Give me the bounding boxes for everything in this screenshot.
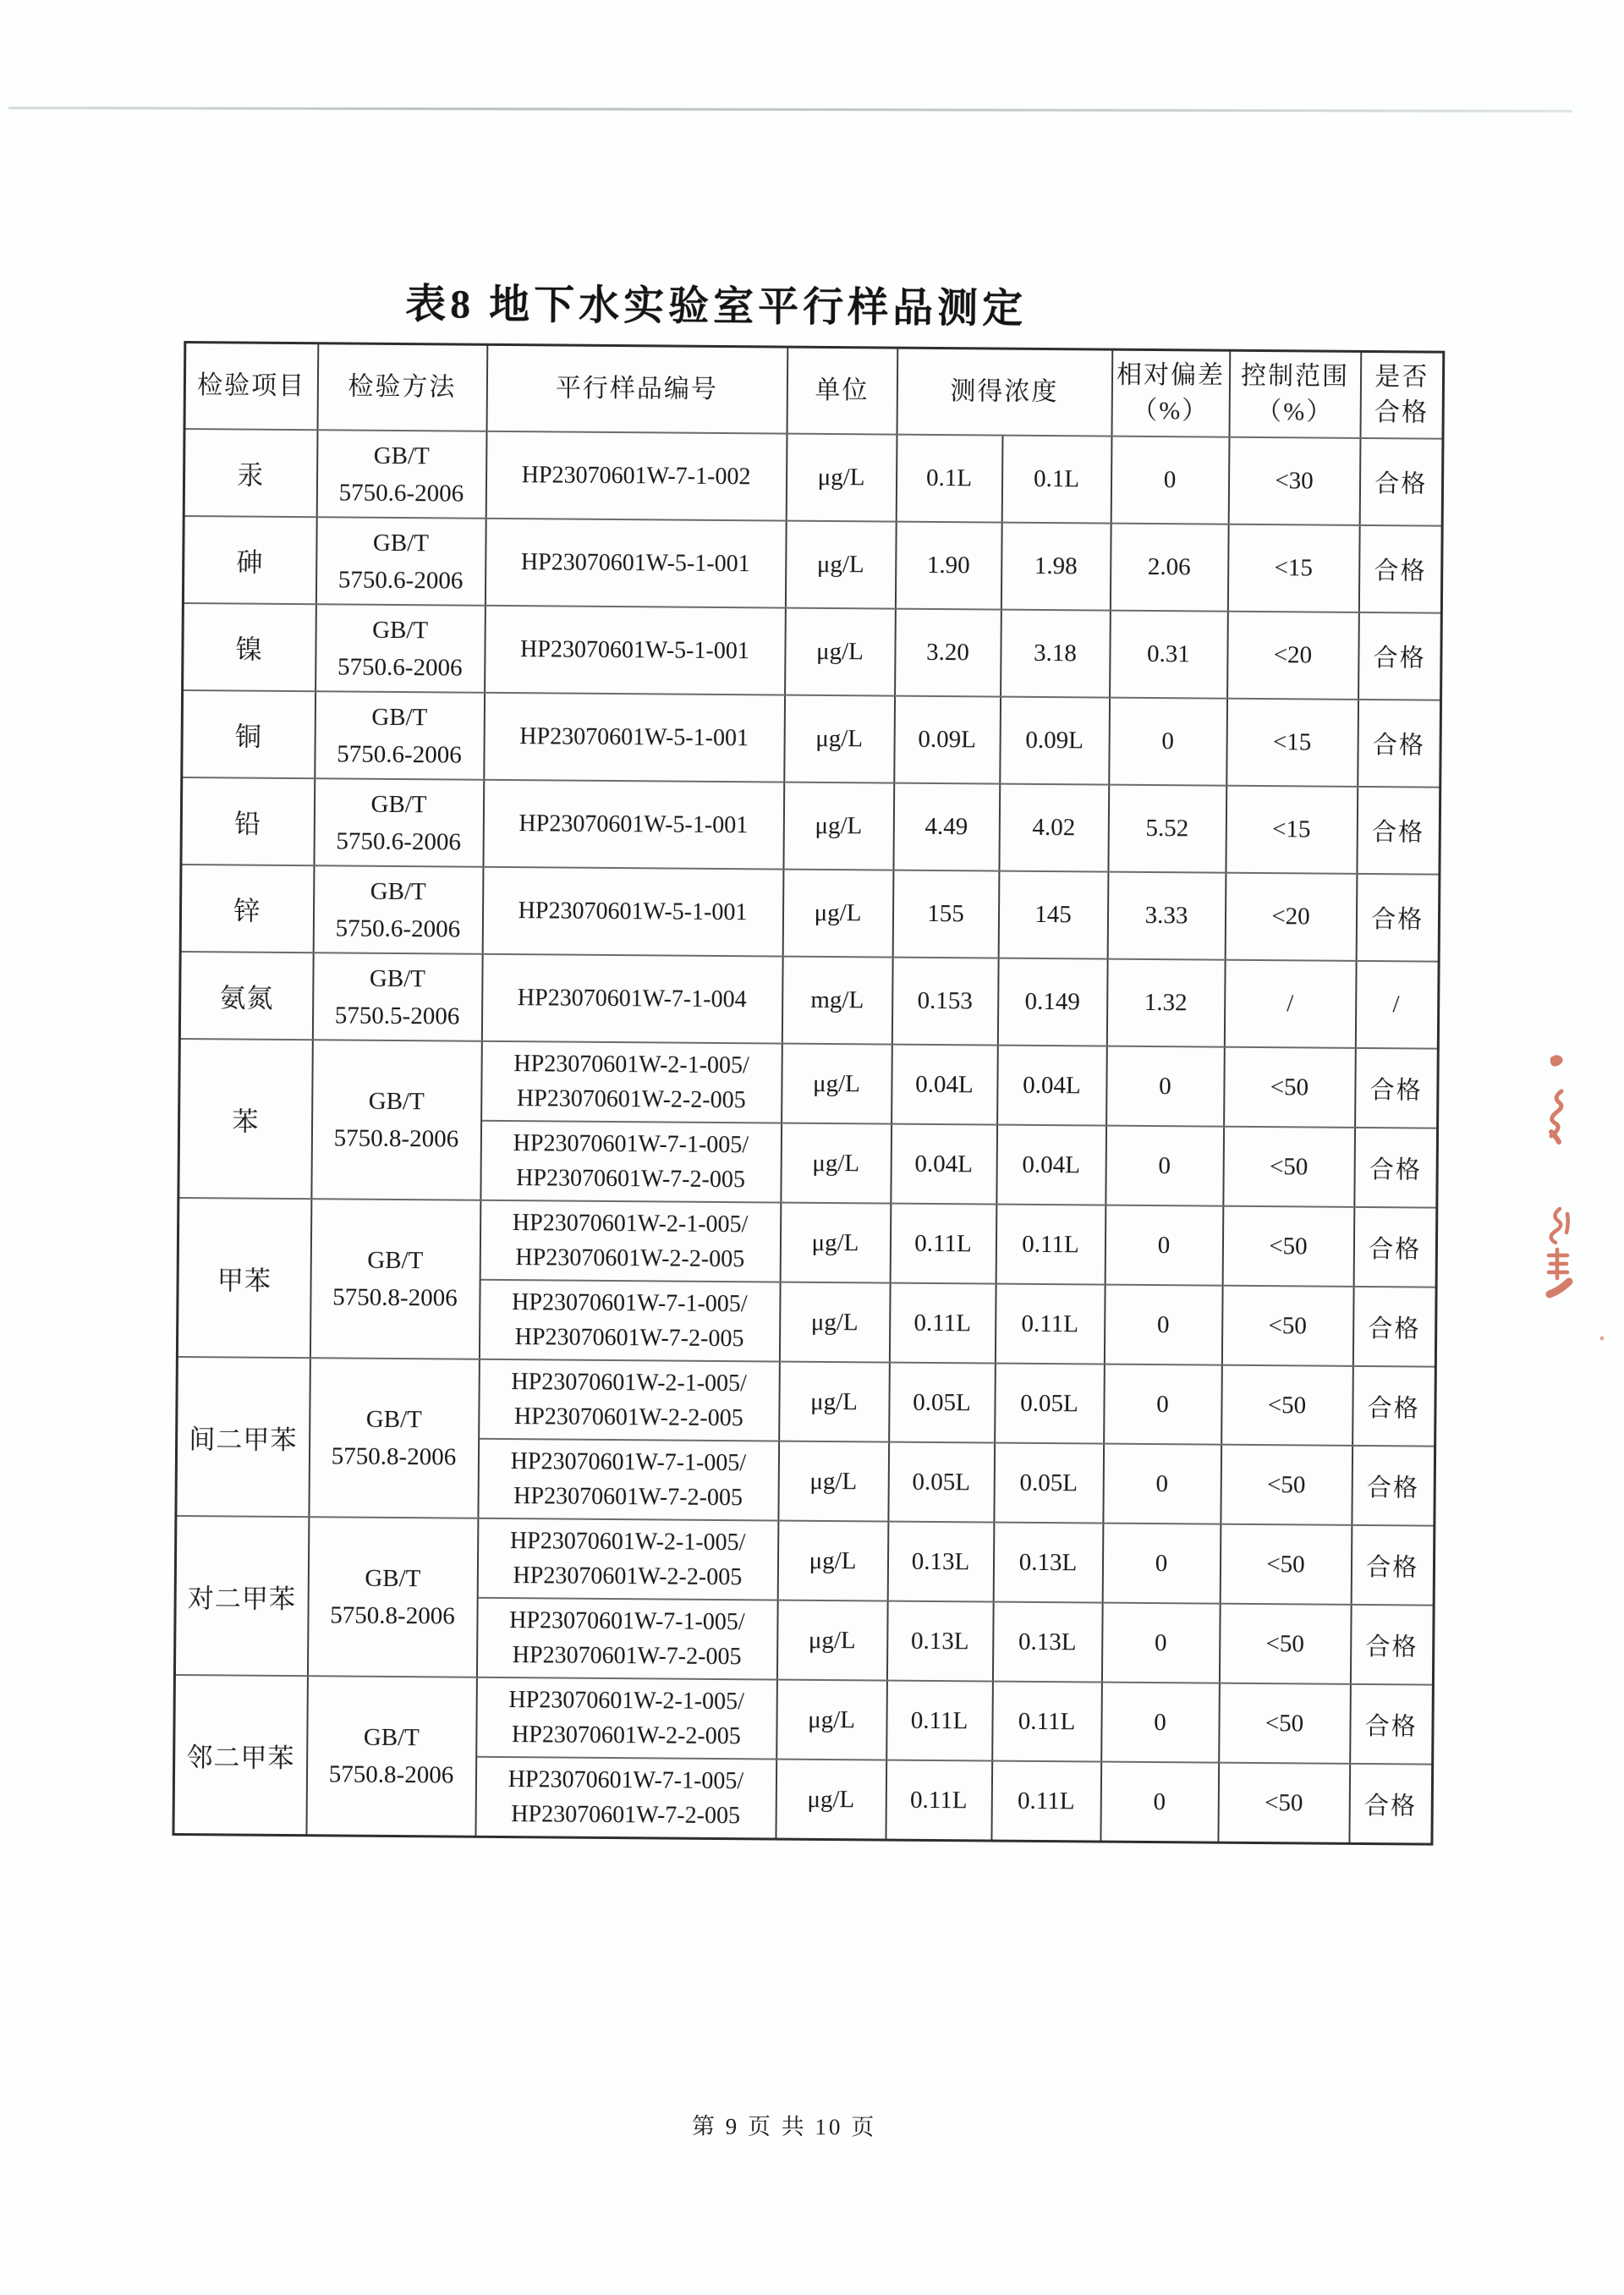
sample-id-line: HP23070601W-5-1-001: [518, 810, 749, 839]
method-line: 5750.5-2006: [334, 1001, 460, 1030]
cell-unit: μg/L: [784, 695, 895, 783]
method-line: GB/T: [367, 1246, 424, 1275]
sample-id-line: HP23070601W-2-1-005/: [509, 1528, 746, 1557]
cell-test-item: 砷: [183, 516, 316, 604]
cell-pass-status: /: [1355, 961, 1439, 1049]
red-handwriting-mark: [1551, 1209, 1568, 1243]
sample-id-line: HP23070601W-2-2-005: [511, 1721, 741, 1750]
cell-test-item: 甲苯: [177, 1198, 310, 1358]
header-relative-deviation-line2: （%）: [1132, 396, 1210, 426]
header-unit: 单位: [787, 347, 897, 435]
cell-relative-deviation: 0: [1109, 698, 1227, 786]
sample-id-line: HP23070601W-5-1-001: [518, 898, 748, 926]
cell-relative-deviation: 0: [1101, 1683, 1220, 1763]
cell-measured-value-1: 0.05L: [889, 1363, 996, 1443]
cell-measured-value-2: 0.13L: [992, 1602, 1102, 1683]
cell-pass-status: 合格: [1357, 787, 1440, 875]
cell-control-range: <50: [1222, 1206, 1354, 1287]
method-line: 5750.6-2006: [337, 739, 462, 769]
cell-unit: μg/L: [785, 521, 896, 609]
cell-pass-status: 合格: [1351, 1525, 1435, 1606]
cell-unit: μg/L: [781, 1123, 892, 1204]
cell-unit: μg/L: [783, 782, 894, 870]
sample-id-line: HP23070601W-2-1-005/: [508, 1687, 745, 1716]
cell-measured-value-2: 0.05L: [994, 1443, 1104, 1524]
cell-sample-id: [486, 431, 787, 521]
sample-id-line: HP23070601W-2-2-005: [516, 1085, 746, 1114]
cell-measured-value-2: 0.11L: [996, 1205, 1106, 1285]
cell-sample-id: [481, 954, 782, 1044]
cell-control-range: <15: [1226, 786, 1358, 874]
header-pass-line2: 合格: [1374, 398, 1429, 427]
cell-test-method: [315, 517, 486, 606]
red-margin-annotations: [1539, 1045, 1620, 1349]
sample-id-line: HP23070601W-7-2-005: [514, 1324, 744, 1353]
cell-control-range: /: [1224, 960, 1356, 1048]
red-handwriting-mark: [1551, 1056, 1562, 1065]
cell-measured-value-2: 0.11L: [992, 1682, 1102, 1762]
sample-id-line: HP23070601W-5-1-001: [520, 549, 750, 578]
cell-test-item: 间二甲苯: [176, 1357, 310, 1517]
table-row: [183, 516, 1442, 613]
parallel-sample-table: [172, 341, 1445, 1846]
cell-unit: μg/L: [779, 1282, 890, 1363]
method-line: 5750.8-2006: [332, 1283, 458, 1312]
cell-control-range: <50: [1221, 1365, 1353, 1446]
table-body: [173, 429, 1443, 1844]
cell-measured-value-1: 0.04L: [891, 1124, 997, 1205]
header-test-method: 检验方法: [317, 343, 487, 431]
cell-unit: μg/L: [786, 434, 897, 522]
cell-control-range: <50: [1221, 1286, 1353, 1366]
cell-measured-value-1: 0.153: [892, 958, 998, 1046]
header-test-item: 检验项目: [184, 343, 318, 431]
cell-measured-value-2: 0.11L: [995, 1284, 1105, 1364]
cell-measured-value-1: 0.11L: [889, 1283, 996, 1364]
cell-test-method: [309, 1358, 479, 1518]
cell-relative-deviation: 5.52: [1108, 785, 1226, 873]
sample-id-line: HP23070601W-7-1-005/: [509, 1607, 745, 1636]
cell-relative-deviation: 1.32: [1106, 959, 1225, 1047]
method-line: GB/T: [369, 964, 426, 992]
cell-sample-id: [479, 1280, 780, 1362]
cell-sample-id: [485, 606, 786, 695]
cell-relative-deviation: 0.31: [1110, 611, 1228, 699]
cell-test-item: 对二甲苯: [174, 1516, 308, 1676]
cell-sample-id: [484, 693, 785, 782]
sample-id-line: HP23070601W-7-1-005/: [513, 1130, 749, 1159]
sample-id-line: HP23070601W-2-2-005: [513, 1403, 743, 1432]
method-line: GB/T: [372, 616, 429, 644]
cell-pass-status: 合格: [1353, 1207, 1437, 1288]
cell-sample-id: [482, 867, 783, 957]
table-row: [174, 1675, 1434, 1765]
cell-measured-value-2: 0.04L: [996, 1125, 1106, 1205]
cell-measured-value-1: 0.11L: [886, 1681, 993, 1761]
table-row: [179, 952, 1439, 1049]
method-line: 5750.8-2006: [330, 1601, 455, 1630]
red-handwriting-mark: [1551, 1091, 1561, 1136]
sample-id-line: HP23070601W-7-1-005/: [510, 1448, 747, 1477]
cell-test-method: [315, 691, 485, 780]
cell-measured-value-2: 0.09L: [1000, 697, 1110, 785]
cell-relative-deviation: 0: [1105, 1205, 1223, 1286]
method-line: GB/T: [371, 703, 428, 731]
cell-measured-value-1: 155: [892, 870, 999, 958]
header-pass-status: [1360, 351, 1444, 438]
cell-measured-value-1: 0.09L: [894, 696, 1001, 784]
cell-pass-status: 合格: [1352, 1366, 1436, 1447]
cell-relative-deviation: 0: [1103, 1444, 1221, 1524]
cell-unit: μg/L: [777, 1521, 888, 1601]
cell-control-range: <50: [1224, 1047, 1356, 1128]
cell-pass-status: 合格: [1356, 874, 1440, 962]
cell-control-range: <50: [1219, 1604, 1351, 1684]
cell-measured-value-1: 1.90: [895, 522, 1001, 610]
sample-id-line: HP23070601W-5-1-001: [519, 723, 749, 752]
cell-measured-value-1: 0.11L: [890, 1204, 996, 1284]
cell-sample-id: [480, 1121, 782, 1203]
cell-pass-status: 合格: [1350, 1684, 1434, 1765]
cell-relative-deviation: 0: [1106, 1046, 1225, 1127]
method-line: 5750.6-2006: [337, 565, 464, 595]
method-line: 5750.8-2006: [328, 1760, 454, 1789]
cell-sample-id: [477, 1518, 778, 1600]
sample-id-line: HP23070601W-7-1-005/: [512, 1289, 748, 1318]
cell-relative-deviation: 0: [1111, 436, 1229, 524]
cell-measured-value-2: 145: [998, 871, 1108, 959]
scan-artifact-line: [8, 107, 1572, 113]
cell-measured-value-1: 0.05L: [888, 1442, 995, 1523]
cell-relative-deviation: 0: [1106, 1126, 1224, 1206]
table-row: [181, 777, 1440, 875]
method-line: GB/T: [365, 1564, 421, 1593]
cell-measured-value-1: 0.04L: [892, 1045, 998, 1125]
cell-measured-value-2: 1.98: [1001, 523, 1111, 611]
sample-id-line: HP23070601W-7-1-005/: [508, 1766, 744, 1795]
cell-sample-id: [481, 1041, 782, 1123]
sample-id-line: HP23070601W-2-1-005/: [513, 1051, 749, 1079]
document-sheet: [172, 269, 1442, 1846]
cell-unit: μg/L: [782, 1044, 892, 1124]
cell-unit: mg/L: [782, 957, 892, 1045]
method-line: GB/T: [370, 790, 427, 818]
cell-measured-value-2: 0.11L: [991, 1761, 1101, 1842]
page-footer: 第 9 页 共 10 页: [691, 2113, 877, 2140]
method-line: GB/T: [370, 877, 426, 905]
sample-id-line: HP23070601W-7-2-005: [516, 1165, 746, 1194]
cell-sample-id: [476, 1598, 777, 1680]
cell-sample-id: [476, 1677, 777, 1760]
cell-test-method: [316, 430, 486, 519]
sample-id-line: HP23070601W-7-1-004: [517, 985, 747, 1013]
cell-test-item: 镍: [183, 603, 316, 691]
cell-relative-deviation: 0: [1101, 1603, 1220, 1683]
method-line: GB/T: [368, 1087, 425, 1116]
header-measured-concentration: 测得浓度: [897, 348, 1112, 436]
header-pass-line1: 是否: [1374, 363, 1429, 392]
table-row: [180, 865, 1440, 962]
sample-id-line: HP23070601W-2-1-005/: [511, 1369, 748, 1397]
sample-id-line: HP23070601W-2-1-005/: [512, 1210, 749, 1238]
cell-test-item: 铅: [181, 777, 315, 865]
cell-control-range: <50: [1221, 1445, 1352, 1525]
cell-pass-status: 合格: [1355, 1048, 1439, 1128]
cell-measured-value-2: 0.05L: [995, 1364, 1105, 1444]
cell-control-range: <50: [1219, 1683, 1351, 1764]
cell-test-method: [306, 1676, 476, 1837]
table-row: [182, 690, 1441, 788]
cell-pass-status: 合格: [1358, 525, 1442, 613]
method-line: 5750.6-2006: [337, 652, 463, 682]
table-row: [178, 1198, 1437, 1288]
cell-sample-id: [475, 1757, 776, 1839]
method-line: 5750.6-2006: [336, 826, 462, 856]
cell-test-item: 邻二甲苯: [173, 1675, 307, 1836]
cell-unit: μg/L: [785, 608, 896, 696]
cell-unit: μg/L: [782, 870, 893, 958]
method-line: 5750.8-2006: [331, 1442, 457, 1471]
cell-unit: μg/L: [776, 1680, 887, 1760]
cell-relative-deviation: 0: [1102, 1524, 1221, 1604]
table-row: [183, 603, 1442, 700]
method-line: GB/T: [363, 1723, 420, 1752]
cell-relative-deviation: 3.33: [1107, 872, 1226, 960]
cell-unit: μg/L: [778, 1441, 889, 1522]
cell-unit: μg/L: [779, 1362, 890, 1442]
header-control-range-line1: 控制范围: [1240, 361, 1350, 391]
cell-control-range: <50: [1223, 1127, 1355, 1207]
cell-measured-value-2: 0.1L: [1001, 436, 1111, 524]
cell-test-item: 汞: [184, 429, 317, 517]
header-sample-id: 平行样品编号: [486, 344, 787, 433]
red-handwriting-mark: [1549, 1249, 1567, 1278]
cell-test-item: 氨氮: [179, 952, 313, 1040]
cell-relative-deviation: 0: [1104, 1285, 1222, 1365]
cell-pass-status: 合格: [1350, 1605, 1434, 1685]
cell-sample-id: [483, 780, 784, 870]
header-relative-deviation-line1: 相对偏差: [1116, 360, 1226, 390]
cell-control-range: <20: [1225, 873, 1357, 961]
cell-test-method: [314, 778, 484, 867]
cell-sample-id: [478, 1439, 779, 1521]
cell-measured-value-2: 0.13L: [993, 1523, 1103, 1603]
cell-measured-value-2: 4.02: [999, 784, 1109, 872]
cell-control-range: <50: [1220, 1524, 1352, 1605]
sample-id-line: HP23070601W-5-1-001: [520, 636, 749, 665]
header-control-range: [1229, 350, 1361, 438]
cell-control-range: <15: [1227, 524, 1359, 612]
method-line: 5750.6-2006: [335, 914, 461, 943]
table-row: [177, 1357, 1436, 1447]
cell-measured-value-1: 4.49: [893, 783, 1000, 871]
red-handwriting-mark: [1600, 1337, 1605, 1341]
table-row: [184, 429, 1443, 526]
cell-measured-value-1: 0.13L: [887, 1522, 994, 1602]
method-line: GB/T: [372, 529, 430, 557]
header-relative-deviation: [1111, 349, 1230, 437]
cell-test-method: [307, 1517, 477, 1677]
cell-pass-status: 合格: [1352, 1446, 1435, 1526]
sample-id-line: HP23070601W-7-2-005: [511, 1801, 741, 1830]
cell-test-method: [315, 604, 486, 693]
cell-measured-value-1: 0.11L: [886, 1760, 992, 1841]
cell-test-method: [312, 953, 482, 1041]
red-handwriting-mark: [1550, 1282, 1569, 1294]
table-title: 表8 地下水实验室平行样品测定: [404, 282, 1028, 332]
cell-measured-value-2: 0.04L: [997, 1046, 1107, 1126]
cell-measured-value-2: 0.149: [997, 958, 1107, 1046]
cell-test-method: [310, 1199, 480, 1359]
cell-control-range: <30: [1228, 437, 1360, 525]
cell-test-method: [313, 865, 483, 954]
cell-control-range: <15: [1226, 699, 1358, 787]
cell-test-item: 苯: [178, 1039, 312, 1199]
cell-pass-status: 合格: [1354, 1128, 1438, 1208]
cell-measured-value-2: 3.18: [1001, 610, 1111, 698]
cell-unit: μg/L: [776, 1600, 887, 1681]
method-line: GB/T: [373, 442, 430, 469]
cell-test-item: 锌: [180, 865, 314, 953]
cell-measured-value-1: 0.13L: [886, 1601, 993, 1682]
table-row: [179, 1039, 1439, 1128]
cell-control-range: <20: [1227, 612, 1359, 700]
header-row: [184, 343, 1444, 439]
cell-test-method: [311, 1040, 481, 1200]
cell-pass-status: 合格: [1358, 612, 1442, 700]
method-line: 5750.6-2006: [338, 478, 464, 508]
cell-sample-id: [479, 1359, 780, 1441]
cell-sample-id: [480, 1200, 781, 1282]
table-row: [175, 1516, 1435, 1606]
cell-test-item: 铜: [182, 690, 315, 778]
cell-sample-id: [485, 519, 786, 608]
cell-pass-status: 合格: [1359, 438, 1443, 526]
cell-relative-deviation: 2.06: [1110, 524, 1228, 612]
sample-id-line: HP23070601W-7-2-005: [512, 1642, 742, 1671]
sample-id-line: HP23070601W-7-1-002: [521, 462, 751, 491]
cell-unit: μg/L: [780, 1203, 891, 1283]
header-control-range-line2: （%）: [1256, 397, 1334, 426]
method-line: GB/T: [365, 1405, 422, 1434]
cell-unit: μg/L: [776, 1760, 886, 1841]
sample-id-line: HP23070601W-7-2-005: [513, 1483, 743, 1512]
cell-pass-status: 合格: [1358, 700, 1441, 788]
cell-measured-value-1: 0.1L: [896, 435, 1002, 523]
cell-relative-deviation: 0: [1104, 1364, 1222, 1445]
sample-id-line: HP23070601W-2-2-005: [513, 1562, 743, 1591]
cell-pass-status: 合格: [1349, 1764, 1433, 1844]
cell-relative-deviation: 0: [1100, 1762, 1219, 1843]
method-line: 5750.8-2006: [333, 1124, 459, 1153]
table-header: [184, 343, 1444, 439]
cell-measured-value-1: 3.20: [895, 609, 1001, 697]
cell-control-range: <50: [1218, 1763, 1350, 1844]
cell-pass-status: 合格: [1352, 1287, 1436, 1367]
sample-id-line: HP23070601W-2-2-005: [515, 1244, 745, 1273]
